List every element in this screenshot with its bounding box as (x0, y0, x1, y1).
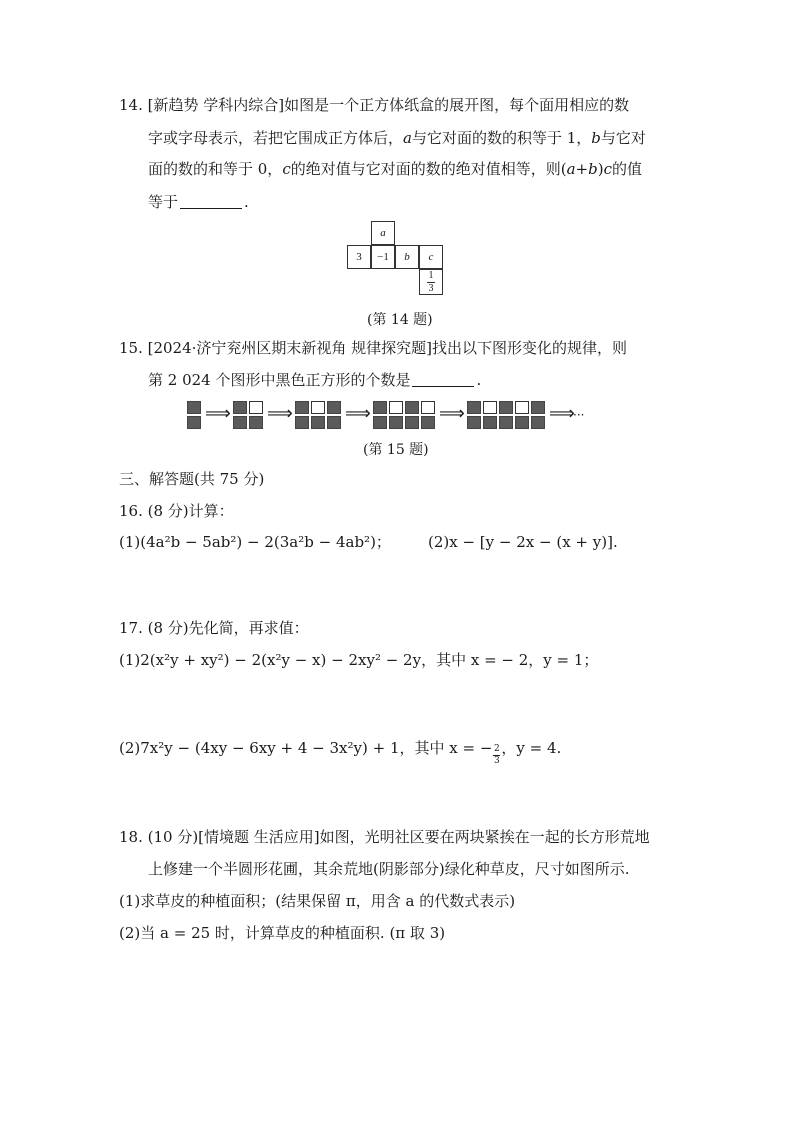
black-square (327, 401, 341, 414)
black-square (389, 416, 403, 429)
arrow-icon: ⟹ (345, 403, 371, 424)
q14-text: 的绝对值与它对面的数的绝对值相等，则( (290, 160, 567, 178)
q17-text: ，y = 4. (501, 739, 562, 757)
black-square (467, 401, 481, 414)
q14-text: 与它对 (600, 129, 646, 147)
net-cell-one-third: $\frac{1}{3}$ (419, 269, 443, 295)
pattern-column (187, 401, 201, 429)
black-square (295, 416, 309, 429)
pattern-column (295, 401, 309, 429)
black-square (515, 416, 529, 429)
q17-part2 (119, 741, 561, 766)
q14-text: 字或字母表示，若把它围成正方体后， (148, 129, 404, 147)
pattern-column (249, 401, 263, 429)
black-square (373, 416, 387, 429)
arrow-icon: ⟹ (267, 403, 293, 424)
black-square (187, 416, 201, 429)
pattern-column (483, 401, 497, 429)
q15-text: 第 2 024 个图形中黑色正方形的个数是 (148, 371, 411, 389)
q15-line2: 第 2 024 个图形中黑色正方形的个数是 . (148, 371, 482, 389)
q15-caption: (第 15 题) (363, 442, 429, 458)
black-square (499, 416, 513, 429)
pattern-column (531, 401, 545, 429)
var-a: a (403, 129, 412, 147)
var-a: a (566, 160, 576, 178)
answer-blank[interactable] (412, 372, 474, 387)
q18-part2: (2)当 a = 25 时，计算草皮的种植面积. (π 取 3) (119, 924, 446, 942)
q16-part2: (2)x − [y − 2x − (x + y)]. (428, 533, 618, 551)
white-square (515, 401, 529, 414)
white-square (421, 401, 435, 414)
q18-part1: (1)求草皮的种植面积；(结果保留 π，用含 a 的代数式表示) (119, 892, 516, 910)
black-square (249, 416, 263, 429)
net-cell-c: c (419, 245, 443, 269)
q16-title: 16. (8 分)计算： (119, 502, 234, 520)
black-square (499, 401, 513, 414)
pattern-column (421, 401, 435, 429)
q14-text: 面的数的和等于 0， (148, 160, 283, 178)
black-square (233, 401, 247, 414)
arrow-icon: ⟹ (549, 403, 575, 424)
q16-part1: (1)(4a²b − 5ab²) − 2(3a²b − 4ab²)； (119, 533, 391, 551)
q14-line2 (148, 131, 646, 146)
black-square (467, 416, 481, 429)
var-c: c (282, 160, 291, 178)
answer-blank[interactable] (180, 194, 242, 209)
pattern-column (467, 401, 481, 429)
q18-line2: 上修建一个半圆形花圃，其余荒地(阴影部分)绿化种草皮，尺寸如图所示. (148, 860, 630, 878)
black-square (295, 401, 309, 414)
ellipsis: ··· (573, 408, 585, 422)
pattern-column (311, 401, 325, 429)
net-cell-3: 3 (347, 245, 371, 269)
black-square (311, 416, 325, 429)
black-square (531, 416, 545, 429)
arrow-icon: ⟹ (205, 403, 231, 424)
black-square (421, 416, 435, 429)
q15-line1: 15. [2024·济宁兖州区期末新视角 规律探究题]找出以下图形变化的规律，则 (119, 339, 628, 357)
q17-title: 17. (8 分)先化简，再求值： (119, 619, 309, 637)
white-square (483, 401, 497, 414)
black-square (405, 401, 419, 414)
q14-caption: (第 14 题) (367, 312, 433, 328)
black-square (233, 416, 247, 429)
plus: + (575, 160, 589, 178)
pattern-column (499, 401, 513, 429)
fraction-two-thirds: $\frac{2}{3}$ (494, 744, 500, 766)
net-cell-a: a (371, 221, 395, 245)
pattern-column (389, 401, 403, 429)
white-square (389, 401, 403, 414)
var-b: b (588, 160, 598, 178)
white-square (249, 401, 263, 414)
black-square (373, 401, 387, 414)
pattern-column (405, 401, 419, 429)
q14-text: 等于 (148, 193, 179, 211)
pattern-column (515, 401, 529, 429)
black-square (405, 416, 419, 429)
black-square (531, 401, 545, 414)
q17-part1: (1)2(x²y + xy²) − 2(x²y − x) − 2xy² − 2y，其中 x = − 2，y = 1； (119, 651, 599, 669)
net-cell-neg1: −1 (371, 245, 395, 269)
var-b: b (591, 129, 601, 147)
pattern-column (327, 401, 341, 429)
q14-text: 与它对面的数的积等于 1， (411, 129, 592, 147)
black-square (327, 416, 341, 429)
q14-line3 (148, 162, 642, 177)
q17-text: (2)7x²y − (4xy − 6xy + 4 − 3x²y) + 1，其中 x = − (119, 739, 493, 757)
pattern-column (233, 401, 247, 429)
black-square (483, 416, 497, 429)
q14-text: 的值 (611, 160, 642, 178)
white-square (311, 401, 325, 414)
q14-line4: 等于 . (148, 193, 249, 211)
q14-line1: 14. [新趋势 学科内综合]如图是一个正方体纸盒的展开图，每个面用相应的数 (119, 96, 630, 114)
var-c: c (603, 160, 612, 178)
section-title: 三、解答题(共 75 分) (119, 470, 265, 488)
paren: ) (597, 160, 604, 178)
net-cell-b: b (395, 245, 419, 269)
arrow-icon: ⟹ (439, 403, 465, 424)
q18-line1: 18. (10 分)[情境题 生活应用]如图，光明社区要在两块紧挨在一起的长方形荒地 (119, 828, 650, 846)
pattern-column (373, 401, 387, 429)
black-square (187, 401, 201, 414)
